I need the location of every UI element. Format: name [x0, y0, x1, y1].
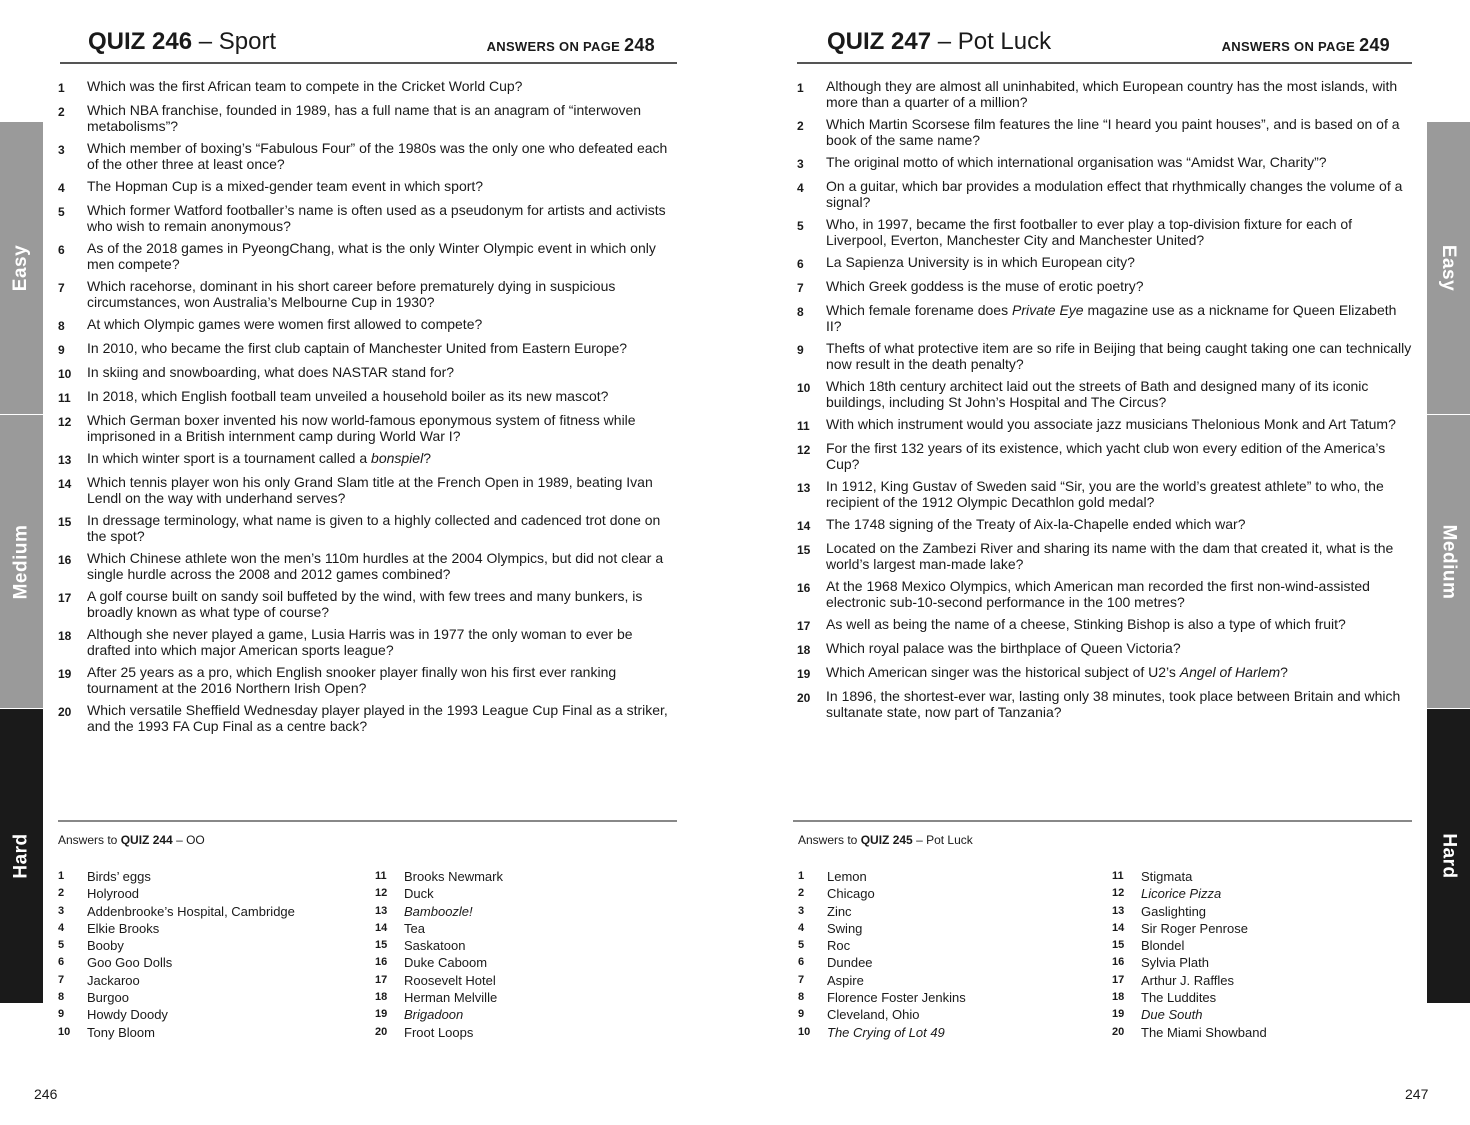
question-text: Which tennis player won his only Grand Slam title at the French Open in 1989, beating Ivan Lendl on the way with underhand serves? [87, 474, 653, 506]
answer-text: Stigmata [1141, 869, 1193, 884]
question-number: 10 [58, 367, 72, 381]
answer-number: 14 [375, 921, 388, 934]
quiz-number: 247 [891, 28, 932, 55]
question-number: 18 [797, 643, 811, 657]
answer-text: Booby [87, 938, 124, 954]
answer-item [798, 954, 966, 971]
question-number: 11 [797, 419, 810, 433]
answer-text: Herman Melville [404, 990, 498, 1006]
question-item [797, 254, 1415, 272]
question-text: In 2018, which English football team unveiled a household boiler as its new mascot? [87, 388, 609, 404]
question-number: 10 [797, 381, 811, 395]
answer-item [1112, 1006, 1267, 1023]
answer-text: Sir Roger Penrose [1141, 920, 1248, 936]
answer-item [58, 989, 295, 1006]
answer-text: Goo Goo Dolls [87, 955, 173, 971]
answer-number: 2 [798, 887, 805, 900]
question-item [797, 78, 1415, 110]
tab-hard [0, 709, 43, 1003]
question-item [58, 340, 673, 358]
question-text: Which Greek goddess is the muse of erotic poetry? [826, 278, 1144, 294]
answer-item [375, 903, 503, 920]
question-number: 8 [58, 319, 65, 333]
question-item [797, 116, 1415, 148]
answers-column-1 [58, 868, 295, 1041]
answer-text: Licorice Pizza [1141, 886, 1222, 902]
answer-number: 1 [58, 870, 65, 882]
answers-title-prefix: Answers to [798, 833, 858, 847]
question-number: 4 [797, 181, 804, 195]
answer-item [798, 868, 966, 885]
answer-text: Bamboozle! [404, 903, 473, 919]
answer-number: 13 [1112, 904, 1125, 917]
question-text: As of the 2018 games in PyeongChang, what is the only Winter Olympic event in which only men compete? [87, 240, 656, 272]
question-text: Which member of boxing’s “Fabulous Four” of the 1980s was the only one who defeated each of the other three at least once? [87, 140, 668, 172]
question-text [826, 664, 1415, 682]
quiz-header [60, 26, 677, 64]
question-number: 9 [797, 343, 804, 357]
answer-item [1112, 885, 1267, 902]
answer-text: Sylvia Plath [1141, 955, 1209, 971]
answer-text: Brooks Newmark [404, 869, 503, 884]
question-list [58, 78, 673, 740]
answer-item [1112, 1024, 1267, 1041]
answer-item [1112, 937, 1267, 954]
question-item [58, 474, 673, 506]
question-text: Which German boxer invented his now world-famous eponymous system of fitness while imprisoned in a British internment camp during World War I? [87, 412, 636, 444]
question-text: Which royal palace was the birthplace of Queen Victoria? [826, 640, 1181, 656]
question-item [58, 450, 673, 468]
question-number: 15 [58, 515, 72, 529]
answers-on-label: ANSWERS ON PAGE [486, 39, 621, 54]
question-number: 13 [58, 453, 72, 467]
answer-text: Duke Caboom [404, 955, 488, 971]
question-number: 20 [58, 705, 72, 719]
answer-number: 12 [1112, 887, 1125, 900]
question-number: 19 [797, 667, 811, 681]
answer-item [58, 868, 295, 885]
question-text-part: Which American singer was the historical subject of U2’s [826, 664, 1180, 680]
answers-title-topic: – OO [176, 833, 205, 847]
answer-text: The Luddites [1141, 990, 1217, 1006]
question-text [87, 450, 673, 468]
answer-item [1112, 954, 1267, 971]
question-text-italic: Angel of Harlem [1179, 664, 1281, 680]
question-number: 7 [58, 281, 65, 295]
answers-title-prefix: Answers to [58, 833, 118, 847]
question-item [58, 550, 673, 582]
answer-text: Froot Loops [404, 1024, 474, 1040]
question-text: In 2010, who became the first club captain of Manchester United from Eastern Europe? [87, 340, 628, 356]
answer-item [375, 972, 503, 989]
answer-item [58, 937, 295, 954]
answer-item [58, 954, 295, 971]
question-text: A golf course built on sandy soil buffeted by the wind, with few trees and many bunkers, is broadly known as what type of course? [87, 588, 643, 620]
question-text-part: ? [423, 450, 431, 466]
question-item [58, 702, 673, 734]
question-item [797, 664, 1415, 682]
question-item [58, 626, 673, 658]
answer-item [798, 1006, 966, 1023]
answer-text: Tony Bloom [87, 1024, 155, 1040]
question-number: 14 [58, 477, 72, 491]
question-item [797, 440, 1415, 472]
answer-number: 11 [375, 870, 387, 882]
question-text-italic: Private Eye [1011, 302, 1084, 318]
answers-column-2 [1112, 868, 1267, 1041]
answer-number: 18 [375, 991, 388, 1004]
answer-item [375, 954, 503, 971]
answer-item [798, 937, 966, 954]
answer-number: 5 [58, 939, 65, 952]
answer-number: 16 [375, 956, 388, 969]
answer-number: 10 [798, 1025, 811, 1038]
question-text: Who, in 1997, became the first footballer to ever play a top-division fixture for each of Liverpool, Everton, Manchester City and Manchester United? [826, 216, 1353, 248]
answer-item [1112, 920, 1267, 937]
question-text-part: Which female forename does [826, 302, 1012, 318]
answer-item [798, 989, 966, 1006]
question-text: With which instrument would you associate jazz musicians Thelonious Monk and Art Tatum? [826, 416, 1396, 432]
answer-number: 16 [1112, 956, 1125, 969]
answer-item [375, 920, 503, 937]
question-text: Which was the first African team to compete in the Cricket World Cup? [87, 78, 523, 94]
quiz-topic: – Sport [198, 28, 277, 55]
answer-number: 5 [798, 939, 805, 952]
page-number: 247 [1405, 1086, 1429, 1102]
answer-item [1112, 972, 1267, 989]
question-text: In skiing and snowboarding, what does NASTAR stand for? [87, 364, 455, 380]
answer-number: 18 [1112, 991, 1125, 1004]
question-item [797, 688, 1415, 720]
answer-text: Aspire [827, 972, 864, 988]
answer-number: 7 [798, 973, 805, 986]
answer-number: 9 [58, 1008, 65, 1021]
answer-text: Brigadoon [404, 1007, 464, 1023]
question-list [797, 78, 1415, 726]
answers-title-topic: – Pot Luck [916, 833, 973, 847]
question-item [58, 588, 673, 620]
question-number: 20 [797, 691, 811, 705]
answer-number: 15 [375, 939, 388, 952]
answer-item [1112, 903, 1267, 920]
answer-text: Gaslighting [1141, 903, 1207, 919]
answer-text: Howdy Doody [87, 1007, 168, 1023]
answer-item [58, 920, 295, 937]
answer-number: 4 [798, 921, 805, 934]
answer-number: 6 [798, 956, 805, 969]
question-text-part: magazine use as a nickname for Queen Elizabeth II? [826, 302, 1397, 334]
question-item [58, 664, 673, 696]
answer-text: Swing [827, 920, 863, 936]
tab-easy-label: Easy [1438, 244, 1460, 292]
tab-medium-label: Medium [1438, 524, 1460, 599]
answers-column-2 [375, 868, 503, 1041]
answer-number: 19 [375, 1008, 388, 1021]
answer-item [375, 1006, 503, 1023]
question-item [58, 388, 673, 406]
question-text: Which racehorse, dominant in his short career before prematurely dying in suspicious circumstances, won Australia’s Melbourne Cup in 1930? [87, 278, 616, 310]
page-number: 246 [34, 1086, 58, 1102]
answer-item [798, 885, 966, 902]
question-number: 5 [797, 219, 804, 233]
answer-text: Addenbrooke’s Hospital, Cambridge [87, 903, 295, 919]
quiz-number: 246 [152, 28, 193, 55]
question-text: Although they are almost all uninhabited, which European country has the most islands, with more than a quarter of a million? [826, 78, 1398, 110]
answer-number: 10 [58, 1025, 71, 1038]
question-number: 19 [58, 667, 72, 681]
question-number: 6 [797, 257, 804, 271]
question-text: At which Olympic games were women first allowed to compete? [87, 316, 483, 332]
question-number: 8 [797, 305, 804, 319]
question-text: The 1748 signing of the Treaty of Aix-la-Chapelle ended which war? [826, 516, 1246, 532]
quiz-title [88, 28, 276, 56]
answer-item [58, 1024, 295, 1041]
answers-title-quiz: QUIZ 245 [860, 833, 913, 847]
question-item [58, 278, 673, 310]
question-item [797, 154, 1415, 172]
question-item [58, 240, 673, 272]
question-item [58, 78, 673, 96]
question-text: Which 18th century architect laid out the streets of Bath and designed many of its iconic buildings, including St John’s Hospital and The Circus? [826, 378, 1369, 410]
question-text: After 25 years as a pro, which English snooker player finally won his first ever ranking tournament at the 2016 Northern Irish Open? [87, 664, 617, 696]
tab-hard-label: Hard [1438, 833, 1460, 879]
answer-text: Cleveland, Ohio [827, 1007, 920, 1023]
answer-number: 17 [375, 973, 388, 986]
answer-number: 3 [58, 904, 65, 917]
question-text-part: In which winter sport is a tournament called a [87, 450, 372, 466]
divider [58, 820, 677, 822]
question-text: In 1912, King Gustav of Sweden said “Sir, you are the world’s greatest athlete” to who, the recipient of the 1912 Olympic Decathlon gold medal? [826, 478, 1384, 510]
answer-text: Arthur J. Raffles [1141, 972, 1234, 988]
answer-item [375, 989, 503, 1006]
question-text: Which versatile Sheffield Wednesday player played in the 1993 League Cup Final as a striker, and the 1993 FA Cup Final as a centre back? [87, 702, 668, 734]
quiz-label: QUIZ [88, 28, 146, 55]
question-number: 3 [58, 143, 65, 157]
question-number: 7 [797, 281, 804, 295]
answer-number: 4 [58, 921, 65, 934]
tab-medium [0, 415, 43, 708]
question-item [58, 178, 673, 196]
answer-text: Due South [1141, 1007, 1203, 1023]
answer-item [798, 1024, 966, 1041]
answer-text: The Crying of Lot 49 [827, 1024, 945, 1040]
question-number: 4 [58, 181, 65, 195]
question-number: 14 [797, 519, 811, 533]
answer-text: Blondel [1141, 938, 1185, 954]
question-text: Which NBA franchise, founded in 1989, has a full name that is an anagram of “interwoven metabolisms”? [87, 102, 642, 134]
question-text: In 1896, the shortest-ever war, lasting only 38 minutes, took place between Britain and which sultanate state, now part of Tanzania? [826, 688, 1401, 720]
question-number: 2 [58, 105, 65, 119]
question-number: 11 [58, 391, 71, 405]
answers-on-page [1222, 35, 1390, 56]
answer-number: 6 [58, 956, 65, 969]
question-number: 18 [58, 629, 72, 643]
question-text: At the 1968 Mexico Olympics, which American man recorded the first non-wind-assisted electronic sub-10-second performance in the 100 metres? [826, 578, 1370, 610]
question-number: 2 [797, 119, 804, 133]
question-text: The original motto of which international organisation was “Amidst War, Charity”? [826, 154, 1327, 170]
answer-item [1112, 868, 1267, 885]
question-text: Thefts of what protective item are so rife in Beijing that being caught taking one can technically now result in the death penalty? [826, 340, 1412, 372]
answer-number: 13 [375, 904, 388, 917]
question-item [58, 102, 673, 134]
answer-number: 19 [1112, 1008, 1125, 1021]
question-number: 13 [797, 481, 811, 495]
answer-text: Saskatoon [404, 938, 466, 954]
answers-title [58, 833, 205, 847]
question-text: Although she never played a game, Lusia Harris was in 1977 the only woman to ever be drafted into which major American sports league? [87, 626, 633, 658]
question-text: La Sapienza University is in which European city? [826, 254, 1135, 270]
tab-easy [0, 122, 43, 414]
answers-page-number: 248 [624, 35, 655, 55]
question-item [797, 578, 1415, 610]
question-text: Which Chinese athlete won the men’s 110m hurdles at the 2004 Olympics, but did not clear a single hurdle across the 2008 and 2012 games combined? [87, 550, 664, 582]
question-text: In dressage terminology, what name is given to a highly collected and cadenced trot done on the spot? [87, 512, 661, 544]
answer-text: Roosevelt Hotel [404, 972, 496, 988]
answers-title [798, 833, 973, 847]
answer-text: Birds’ eggs [87, 869, 151, 884]
answer-item [798, 903, 966, 920]
tab-medium-label: Medium [10, 524, 32, 599]
question-item [797, 216, 1415, 248]
answer-item [798, 920, 966, 937]
answer-item [375, 885, 503, 902]
tab-easy [1427, 122, 1470, 414]
answer-number: 12 [375, 887, 388, 900]
answer-text: Florence Foster Jenkins [827, 990, 966, 1006]
question-text: For the first 132 years of its existence, which yacht club won every edition of the America’s Cup? [826, 440, 1386, 472]
right-page [735, 0, 1470, 1125]
question-number: 17 [58, 591, 72, 605]
question-number: 5 [58, 205, 65, 219]
question-number: 17 [797, 619, 811, 633]
answer-text: Dundee [827, 955, 873, 971]
question-number: 16 [797, 581, 811, 595]
tab-hard-label: Hard [10, 833, 32, 879]
question-text: Located on the Zambezi River and sharing its name with the dam that created it, what is the world’s largest man-made lake? [826, 540, 1394, 572]
answer-number: 7 [58, 973, 65, 986]
answer-item [58, 1006, 295, 1023]
question-item [58, 364, 673, 382]
answer-text: Lemon [827, 869, 867, 884]
answer-number: 11 [1112, 870, 1124, 882]
quiz-title [827, 28, 1051, 56]
answer-number: 17 [1112, 973, 1125, 986]
answer-item [58, 885, 295, 902]
quiz-header [797, 26, 1412, 64]
answer-text: The Miami Showband [1141, 1024, 1267, 1040]
question-text: As well as being the name of a cheese, Stinking Bishop is also a type of which fruit? [826, 616, 1346, 632]
answer-text: Roc [827, 938, 851, 954]
answer-number: 9 [798, 1008, 805, 1021]
answer-number: 20 [1112, 1025, 1125, 1038]
question-number: 12 [58, 415, 72, 429]
answer-text: Chicago [827, 886, 875, 902]
question-item [797, 378, 1415, 410]
answers-page-number: 249 [1359, 35, 1390, 55]
answers-title-quiz: QUIZ 244 [120, 833, 173, 847]
question-text-part: ? [1280, 664, 1288, 680]
question-item [58, 202, 673, 234]
answer-number: 20 [375, 1025, 388, 1038]
answer-number: 1 [798, 870, 805, 882]
divider [793, 820, 1412, 822]
question-item [797, 540, 1415, 572]
answer-text: Holyrood [87, 886, 140, 902]
answer-item [798, 972, 966, 989]
question-item [58, 512, 673, 544]
answer-item [375, 937, 503, 954]
tab-easy-label: Easy [10, 244, 32, 292]
answer-number: 15 [1112, 939, 1125, 952]
question-item [797, 416, 1415, 434]
question-item [58, 412, 673, 444]
answer-item [375, 868, 503, 885]
question-number: 1 [58, 81, 65, 95]
answer-text: Elkie Brooks [87, 920, 160, 936]
question-item [797, 340, 1415, 372]
question-item [58, 316, 673, 334]
question-text-italic: bonspiel [371, 450, 424, 466]
question-number: 9 [58, 343, 65, 357]
question-number: 1 [797, 81, 804, 95]
question-number: 12 [797, 443, 811, 457]
question-item [797, 616, 1415, 634]
tab-hard [1427, 709, 1470, 1003]
question-item [797, 478, 1415, 510]
quiz-topic: – Pot Luck [937, 28, 1052, 55]
answer-number: 3 [798, 904, 805, 917]
answers-on-label: ANSWERS ON PAGE [1221, 39, 1356, 54]
tab-medium [1427, 415, 1470, 708]
question-text [826, 302, 1415, 334]
question-text: The Hopman Cup is a mixed-gender team event in which sport? [87, 178, 484, 194]
answer-item [1112, 989, 1267, 1006]
question-item [797, 178, 1415, 210]
answer-text: Jackaroo [87, 972, 140, 988]
answer-number: 8 [58, 991, 65, 1004]
question-item [797, 640, 1415, 658]
question-text: Which former Watford footballer’s name is often used as a pseudonym for artists and activists who wish to remain anonymous? [87, 202, 666, 234]
answer-number: 2 [58, 887, 65, 900]
answer-number: 14 [1112, 921, 1125, 934]
question-text: Which Martin Scorsese film features the line “I heard you paint houses”, and is based on of a book of the same name? [826, 116, 1400, 148]
answer-item [58, 903, 295, 920]
quiz-label: QUIZ [827, 28, 885, 55]
question-item [58, 140, 673, 172]
answer-text: Zinc [827, 903, 852, 919]
question-number: 16 [58, 553, 72, 567]
question-number: 6 [58, 243, 65, 257]
question-item [797, 278, 1415, 296]
question-text: On a guitar, which bar provides a modulation effect that rhythmically changes the volume of a signal? [826, 178, 1403, 210]
answer-text: Burgoo [87, 990, 129, 1006]
answers-on-page [487, 35, 655, 56]
answers-column-1 [798, 868, 966, 1041]
answer-item [375, 1024, 503, 1041]
answer-number: 8 [798, 991, 805, 1004]
answer-text: Duck [404, 886, 434, 902]
question-number: 15 [797, 543, 811, 557]
answer-item [58, 972, 295, 989]
answer-text: Tea [404, 920, 425, 936]
question-number: 3 [797, 157, 804, 171]
question-item [797, 302, 1415, 334]
question-item [797, 516, 1415, 534]
